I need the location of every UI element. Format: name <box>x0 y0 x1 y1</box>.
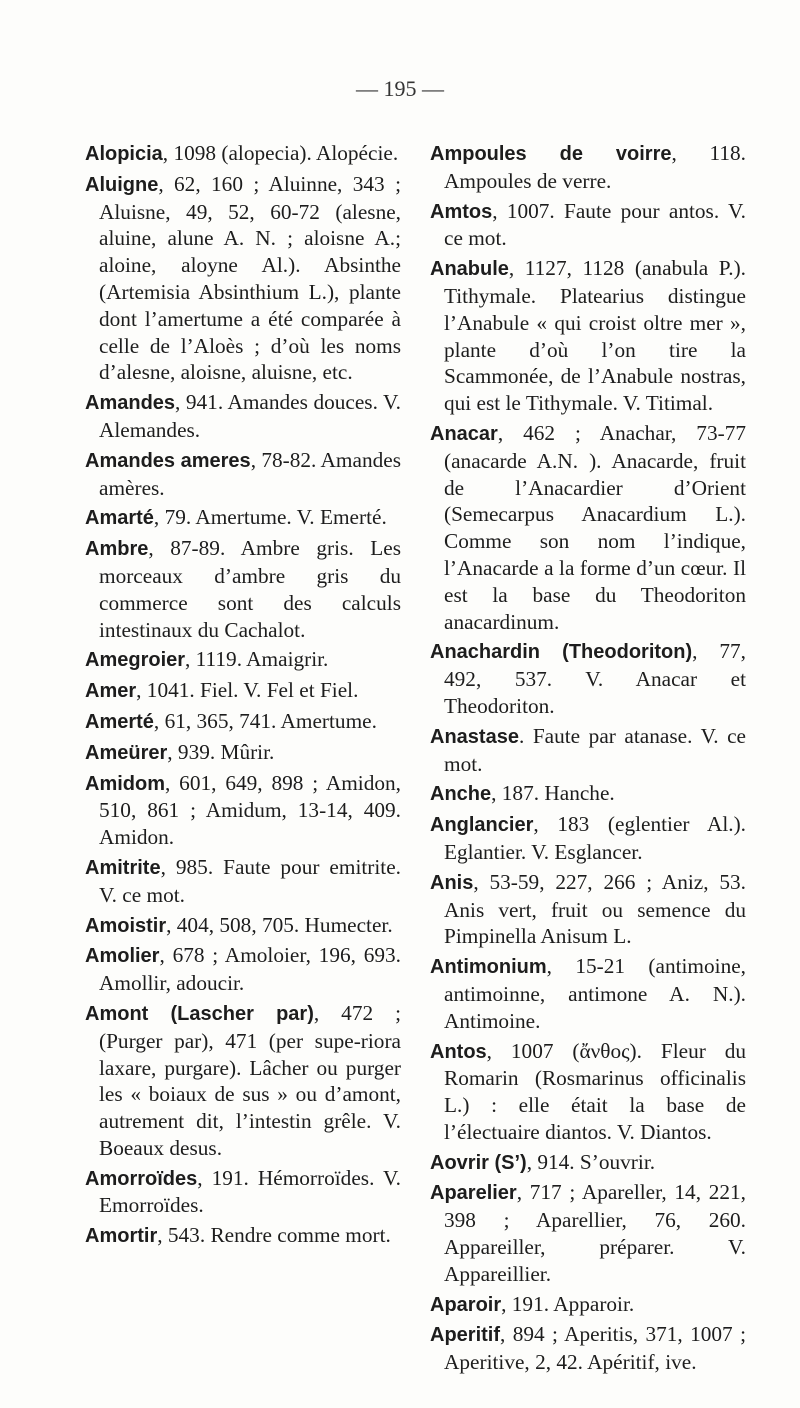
dictionary-entry <box>85 942 401 997</box>
entry-text: . Faute par atanase. V. ce mot. <box>444 723 746 776</box>
entry-headword: Aparelier <box>430 1182 517 1205</box>
entry-headword: Anglancier <box>430 814 534 837</box>
left-column <box>85 140 401 1253</box>
entry-headword: Amarté <box>85 507 154 530</box>
entry-text: , 78-82. Amandes amères. <box>99 447 401 500</box>
dictionary-entry <box>85 677 401 705</box>
entry-text: , 77, 492, 537. V. Anacar et Theodoriton. <box>444 639 746 718</box>
entry-headword: Amerté <box>85 710 154 733</box>
entry-headword: Aovrir (S’) <box>430 1151 527 1174</box>
entry-headword: Amorroïdes <box>85 1167 198 1190</box>
dictionary-entry <box>85 389 401 444</box>
entry-text: , 79. Amertume. V. Emerté. <box>153 505 387 530</box>
dictionary-entry <box>430 1149 746 1177</box>
dictionary-entry <box>430 420 746 635</box>
entry-headword: Amidom <box>85 772 165 795</box>
dictionary-entry <box>85 1165 401 1220</box>
entry-headword: Amandes <box>85 392 176 415</box>
entry-text: , 1007 (ἄνθος). Fleur du Romarin (Rosmarinus officinalis L.) : elle était la base de l’électuaire diantos. V. Diantos. <box>444 1038 746 1144</box>
entry-text: , 894 ; Aperitis, 371, 1007 ; Aperitive, 2, 42. Apéritif, ive. <box>444 1322 746 1375</box>
entry-headword: Amoistir <box>85 914 167 937</box>
entry-headword: Amitrite <box>85 856 161 879</box>
entry-headword: Anabule <box>430 258 509 281</box>
entry-headword: Amont (Lascher par) <box>85 1002 314 1025</box>
dictionary-entry <box>430 1038 746 1146</box>
entry-text: , 1119. Amaigrir. <box>185 647 329 672</box>
dictionary-entry <box>85 854 401 909</box>
entry-headword: Anacar <box>430 422 498 445</box>
dictionary-entry <box>430 198 746 253</box>
entry-text: , 678 ; Amoloier, 196, 693. Amollir, adoucir. <box>99 943 401 996</box>
entry-headword: Anastase <box>430 725 519 748</box>
dictionary-entry <box>85 171 401 386</box>
entry-headword: Aperitif <box>430 1324 500 1347</box>
entry-headword: Amolier <box>85 945 160 968</box>
entry-text: , 183 (eglentier Al.). Eglantier. V. Esglancer. <box>444 812 746 864</box>
dictionary-entry <box>430 723 746 778</box>
dictionary-entry <box>85 447 401 502</box>
page-number: — 195 — <box>356 76 444 101</box>
entry-text: , 543. Rendre comme mort. <box>157 1223 391 1248</box>
dictionary-entry <box>430 780 746 808</box>
dictionary-entry <box>85 535 401 643</box>
dictionary-entry <box>430 953 746 1034</box>
entry-text: , 1007. Faute pour antos. V. ce mot. <box>444 198 746 251</box>
entry-text: , 191. Hémorroïdes. V. Emorroïdes. <box>99 1165 401 1218</box>
dictionary-entry <box>430 1291 746 1319</box>
entry-text: , 62, 160 ; Aluinne, 343 ; Aluisne, 49, 52, 60-72 (alesne, aluine, alune A. N. ; aloisne A.; aloine, aloyne Al.). Absinthe (Artemisia Absinthium L.), plante dont l’amertume a été comparée à celle de l’Aloès ; d’où les noms d’alesne, aloisne, aluisne, etc. <box>99 171 401 385</box>
entry-headword: Antos <box>430 1040 487 1063</box>
dictionary-entry <box>430 1321 746 1376</box>
entry-headword: Anis <box>430 871 474 894</box>
dictionary-entry <box>85 1222 401 1250</box>
dictionary-entry <box>430 811 746 866</box>
dictionary-entry <box>430 1179 746 1287</box>
entry-text: , 61, 365, 741. Amertume. <box>153 708 377 733</box>
entry-text: , 1041. Fiel. V. Fel et Fiel. <box>136 678 359 703</box>
entry-headword: Antimonium <box>430 956 547 979</box>
entry-text: , 472 ; (Purger par), 471 (per supe-riora laxare, purgare). Lâcher ou purger les « boiaux de sus » ou d’amont, autrement dit, l’intestin grêle. V. Boeaux desus. <box>99 1000 401 1160</box>
entry-text: , 1098 (alopecia). Alopécie. <box>162 141 399 165</box>
entry-text: , 1127, 1128 (anabula P.). Tithymale. Platearius distingue l’Anabule « qui croist oltre mer », plante d’où l’on tire la Scammonée, de l’Anabule nostras, qui est le Tithymale. V. Titimal. <box>444 256 746 416</box>
entry-headword: Alopicia <box>85 143 163 165</box>
dictionary-entry <box>85 739 401 767</box>
entry-headword: Anachardin (Theodoriton) <box>430 641 693 664</box>
dictionary-entry <box>430 638 746 719</box>
dictionary-entry <box>85 140 401 168</box>
entry-text: , 191. Apparoir. <box>501 1291 635 1316</box>
entry-text: , 15-21 (antimoine, antimoinne, antimone A. N.). Antimoine. <box>444 954 746 1033</box>
dictionary-entry <box>430 140 746 195</box>
entry-headword: Anche <box>430 783 492 806</box>
entry-text: , 985. Faute pour emitrite. V. ce mot. <box>99 854 401 907</box>
dictionary-entry <box>85 1000 401 1162</box>
entry-headword: Amortir <box>85 1225 158 1248</box>
entry-headword: Amegroier <box>85 649 186 672</box>
entry-text: , 53-59, 227, 266 ; Aniz, 53. Anis vert, fruit ou semence du Pimpinella Anisum L. <box>444 869 746 949</box>
dictionary-entry <box>85 912 401 940</box>
entry-headword: Aluigne <box>85 173 159 196</box>
entry-text: , 601, 649, 898 ; Amidon, 510, 861 ; Amidum, 13-14, 409. Amidon. <box>99 770 401 850</box>
dictionary-entry <box>430 255 746 417</box>
entry-headword: Ameürer <box>85 741 168 764</box>
dictionary-entry <box>85 770 401 851</box>
entry-headword: Amandes ameres <box>85 449 251 472</box>
entry-headword: Amtos <box>430 200 493 223</box>
dictionary-entry <box>430 869 746 950</box>
dictionary-entry <box>85 504 401 532</box>
entry-text: , 939. Mûrir. <box>167 739 275 764</box>
right-column <box>430 140 746 1379</box>
entry-text: , 462 ; Anachar, 73-77 (anacarde A.N. ). Anacarde, fruit de l’Anacardier d’Orient (Semecarpus Anacardium L.). Comme son nom l’indique, l’Anacarde a la forme d’un cœur. Il est la base du Theodoriton anacardinum. <box>444 420 746 634</box>
dictionary-entry <box>85 646 401 674</box>
entry-text: , 914. S’ouvrir. <box>526 1149 656 1174</box>
entry-text: , 404, 508, 705. Humecter. <box>166 912 393 937</box>
entry-headword: Ampoules de voirre <box>430 143 672 165</box>
entry-headword: Amer <box>85 680 137 703</box>
entry-headword: Aparoir <box>430 1293 502 1316</box>
entry-text: , 941. Amandes douces. V. Alemandes. <box>99 390 401 442</box>
entry-text: , 187. Hanche. <box>491 781 615 806</box>
entry-text: , 717 ; Apareller, 14, 221, 398 ; Aparellier, 76, 260. Appareiller, préparer. V. Appareillier. <box>444 1180 746 1286</box>
dictionary-entry <box>85 708 401 736</box>
entry-text: , 87-89. Ambre gris. Les morceaux d’ambre gris du commerce sont des calculs intestinaux du Cachalot. <box>99 536 401 642</box>
entry-headword: Ambre <box>85 538 149 561</box>
entry-text: , 118. Ampoules de verre. <box>444 141 746 193</box>
